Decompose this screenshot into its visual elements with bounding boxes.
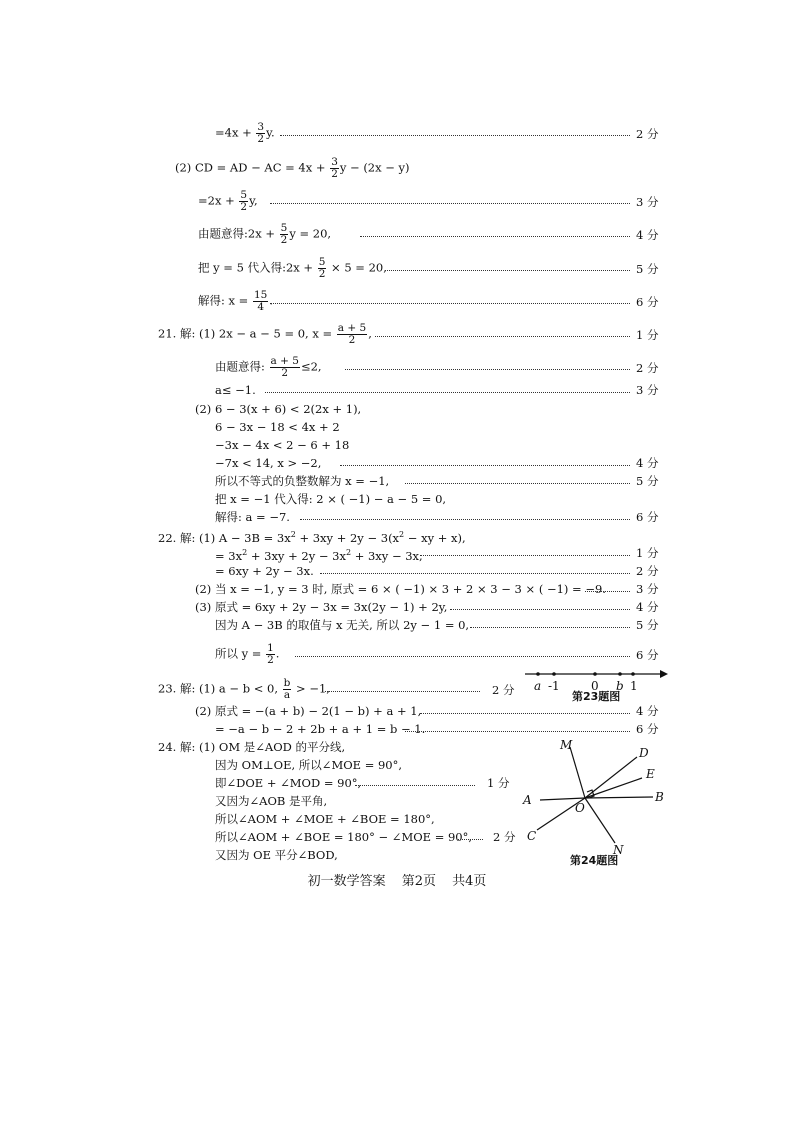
dot-leader bbox=[405, 483, 630, 484]
line-text: = −a − b − 2 + 2b + a + 1 = b − 1. bbox=[215, 722, 426, 736]
solution-line bbox=[198, 290, 273, 313]
solution-line bbox=[215, 564, 314, 578]
line-text: a≤ −1. bbox=[215, 383, 256, 397]
line-text: y = 20, bbox=[289, 226, 332, 241]
label-A: A bbox=[523, 793, 532, 807]
dot-leader bbox=[458, 839, 483, 840]
line-text: + 3xy + 2y − 3(x bbox=[295, 530, 400, 545]
dot-leader bbox=[405, 731, 630, 732]
solution-line bbox=[198, 190, 258, 213]
solution-line bbox=[215, 510, 290, 524]
line-text: > −1, bbox=[292, 681, 330, 696]
line-text: (3) 原式 = 6xy + 2y − 3x = 3x(2y − 1) + 2y, bbox=[195, 600, 448, 614]
tick-b bbox=[618, 672, 622, 676]
fraction-numerator: 3 bbox=[331, 156, 338, 168]
figure-24-angles bbox=[515, 735, 675, 855]
fraction bbox=[266, 643, 275, 666]
line-text: 24. 解: (1) OM 是∠AOD 的平分线, bbox=[158, 740, 346, 754]
score-label: 3 分 bbox=[636, 195, 659, 209]
line-text: − xy + x), bbox=[404, 530, 466, 545]
fraction bbox=[253, 290, 268, 313]
fraction bbox=[318, 257, 327, 280]
solution-line bbox=[215, 830, 472, 844]
line-text: (2) 原式 = −(a + b) − 2(1 − b) + a + 1, bbox=[195, 704, 422, 718]
figure-23-caption: 第23题图 bbox=[572, 690, 621, 703]
label-a: a bbox=[534, 679, 542, 693]
solution-line bbox=[198, 257, 387, 280]
fraction bbox=[270, 356, 300, 379]
label-b: b bbox=[616, 679, 624, 693]
line-text: = 3x bbox=[215, 548, 243, 563]
score-label: 6 分 bbox=[636, 648, 659, 662]
solution-line bbox=[215, 420, 340, 434]
line-text: 6 − 3x − 18 < 4x + 2 bbox=[215, 420, 340, 434]
line-text: =4x + bbox=[215, 125, 256, 140]
score-label: 6 分 bbox=[636, 510, 659, 524]
score-label: 4 分 bbox=[636, 704, 659, 718]
score-label: 1 分 bbox=[636, 546, 659, 560]
line-text: =2x + bbox=[198, 193, 239, 208]
fraction-numerator: a + 5 bbox=[337, 322, 367, 334]
fraction-denominator: 2 bbox=[318, 268, 326, 280]
fraction-numerator: b bbox=[283, 677, 291, 689]
line-text: 所以∠AOM + ∠MOE + ∠BOE = 180°, bbox=[215, 812, 435, 826]
label-zero: 0 bbox=[591, 679, 599, 693]
fraction bbox=[239, 190, 248, 213]
exponent: 2 bbox=[399, 530, 405, 539]
fraction-numerator: 3 bbox=[257, 121, 265, 133]
solution-line bbox=[215, 474, 389, 488]
exponent: 2 bbox=[290, 530, 296, 539]
score-label: 2 分 bbox=[636, 127, 659, 141]
fraction bbox=[337, 323, 367, 346]
line-text: 所以 y = bbox=[215, 646, 266, 661]
solution-line bbox=[215, 492, 446, 506]
fraction-numerator: a + 5 bbox=[270, 355, 299, 367]
solution-line bbox=[215, 383, 256, 397]
label-C: C bbox=[527, 829, 537, 843]
solution-line bbox=[215, 812, 435, 826]
tick-one bbox=[631, 672, 635, 676]
solution-line bbox=[175, 157, 410, 180]
line-text: 22. 解: (1) A − 3B = 3x bbox=[158, 530, 291, 545]
line-text: y − (2x − y) bbox=[339, 160, 410, 175]
line-text: 所以不等式的负整数解为 x = −1, bbox=[215, 474, 390, 488]
label-one: 1 bbox=[630, 679, 638, 693]
line-text: 所以∠AOM + ∠BOE = 180° − ∠MOE = 90°, bbox=[215, 830, 473, 844]
score-label: 3 分 bbox=[636, 383, 659, 397]
footer-page: 第2页 bbox=[401, 874, 436, 889]
line-text: 又因为∠AOB 是平角, bbox=[215, 794, 328, 808]
fraction-numerator: 1 bbox=[267, 642, 274, 654]
score-label: 4 分 bbox=[636, 600, 659, 614]
fraction-denominator: 2 bbox=[257, 133, 265, 145]
fraction-denominator: 4 bbox=[257, 301, 264, 313]
label-M: M bbox=[560, 738, 573, 752]
footer-total: 共4页 bbox=[452, 874, 487, 889]
line-text: ≤2, bbox=[300, 359, 322, 374]
fraction-denominator: a bbox=[283, 689, 291, 701]
score-label: 4 分 bbox=[636, 456, 659, 470]
line-text: (2) CD = AD − AC = 4x + bbox=[175, 160, 330, 175]
solution-line bbox=[215, 456, 321, 470]
score-label: 6 分 bbox=[636, 722, 659, 736]
fraction bbox=[283, 678, 292, 701]
solution-line bbox=[215, 546, 423, 563]
line-text: 解得: x = bbox=[198, 293, 252, 308]
line-text: 由题意得:2x + bbox=[198, 226, 279, 241]
line-text: × 5 = 20, bbox=[327, 260, 387, 275]
solution-line bbox=[158, 678, 330, 701]
score-label: 5 分 bbox=[636, 618, 659, 632]
solution-line bbox=[215, 848, 338, 862]
score-label: 3 分 bbox=[636, 582, 659, 596]
dot-leader bbox=[325, 691, 480, 692]
line-text: (2) 当 x = −1, y = 3 时, 原式 = 6 × ( −1) × 3 + 2 × 3 − 3 × ( −1) = −9. bbox=[195, 582, 606, 596]
dot-leader bbox=[375, 336, 630, 337]
line-text: (2) 6 − 3(x + 6) < 2(2x + 1), bbox=[195, 402, 362, 416]
solution-line bbox=[158, 528, 466, 545]
dot-leader bbox=[360, 236, 630, 237]
solution-line bbox=[215, 438, 349, 452]
tick-zero bbox=[593, 672, 597, 676]
ray-OA bbox=[540, 798, 585, 800]
line-text: −3x − 4x < 2 − 6 + 18 bbox=[215, 438, 350, 452]
score-label: 1 分 bbox=[636, 328, 659, 342]
exponent: 2 bbox=[242, 548, 248, 557]
score-label: 2 分 bbox=[636, 564, 659, 578]
dot-leader bbox=[420, 555, 630, 556]
solution-line bbox=[195, 402, 361, 416]
dot-leader bbox=[270, 303, 630, 304]
ray-OB bbox=[585, 797, 653, 798]
line-text: 又因为 OE 平分∠BOD, bbox=[215, 848, 338, 862]
dot-leader bbox=[270, 203, 630, 204]
line-text: 即∠DOE + ∠MOD = 90°, bbox=[215, 776, 362, 790]
ray-ON bbox=[585, 798, 615, 843]
dot-leader bbox=[450, 609, 630, 610]
line-text: 解得: a = −7. bbox=[215, 510, 290, 524]
ray-OM bbox=[570, 747, 585, 798]
score-label: 5 分 bbox=[636, 474, 659, 488]
line-text: . bbox=[275, 646, 280, 661]
dot-leader bbox=[345, 369, 630, 370]
dot-leader bbox=[340, 465, 630, 466]
fraction bbox=[280, 223, 289, 246]
score-label: 2 分 bbox=[636, 361, 659, 375]
line-text: −7x < 14, x > −2, bbox=[215, 456, 322, 470]
score-label: 4 分 bbox=[636, 228, 659, 242]
line-text: 由题意得: bbox=[215, 359, 269, 374]
page-footer bbox=[0, 870, 794, 889]
fraction-numerator: 15 bbox=[253, 289, 268, 301]
score-label: 6 分 bbox=[636, 295, 659, 309]
fraction-denominator: 2 bbox=[331, 168, 338, 180]
dot-leader bbox=[280, 135, 630, 136]
solution-line bbox=[215, 643, 279, 666]
line-text: 21. 解: (1) 2x − a − 5 = 0, x = bbox=[158, 326, 336, 341]
label-N: N bbox=[613, 843, 624, 855]
dot-leader bbox=[585, 591, 630, 592]
dot-leader bbox=[265, 392, 630, 393]
solution-line bbox=[198, 223, 331, 246]
solution-line bbox=[215, 356, 322, 379]
solution-line bbox=[195, 582, 606, 596]
solution-line bbox=[195, 600, 447, 614]
line-text: 因为 OM⊥OE, 所以∠MOE = 90°, bbox=[215, 758, 403, 772]
label-neg1: -1 bbox=[548, 679, 560, 693]
line-text: 因为 A − 3B 的取值与 x 无关, 所以 2y − 1 = 0, bbox=[215, 618, 470, 632]
solution-line bbox=[158, 740, 345, 754]
tick-neg1 bbox=[552, 672, 556, 676]
solution-line bbox=[215, 776, 361, 790]
dot-leader bbox=[420, 713, 630, 714]
line-text: , bbox=[368, 326, 372, 341]
line-text: + 3xy − 3x, bbox=[351, 548, 423, 563]
line-text: . bbox=[269, 293, 273, 308]
exponent: 2 bbox=[345, 548, 352, 557]
solution-line bbox=[158, 323, 372, 346]
fraction bbox=[330, 157, 339, 180]
number-line-arrow bbox=[660, 670, 668, 678]
line-text: 把 x = −1 代入得: 2 × ( −1) − a − 5 = 0, bbox=[215, 492, 447, 506]
fraction-numerator: 5 bbox=[318, 256, 326, 268]
dot-leader bbox=[295, 656, 630, 657]
dot-leader bbox=[355, 785, 475, 786]
solution-line bbox=[215, 122, 275, 145]
score-label: 1 分 bbox=[487, 776, 510, 790]
solution-line bbox=[215, 794, 327, 808]
footer-subject: 初一数学答案 bbox=[307, 874, 386, 889]
fraction-denominator: 2 bbox=[240, 201, 248, 213]
tick-a bbox=[536, 672, 540, 676]
line-text: = 6xy + 2y − 3x. bbox=[215, 564, 314, 578]
fraction-numerator: 5 bbox=[240, 189, 248, 201]
label-B: B bbox=[655, 790, 664, 804]
label-D: D bbox=[639, 746, 649, 760]
dot-leader bbox=[320, 573, 630, 574]
solution-line bbox=[215, 758, 402, 772]
score-label: 5 分 bbox=[636, 262, 659, 276]
solution-line bbox=[215, 722, 425, 736]
solution-line bbox=[195, 704, 421, 718]
dot-leader bbox=[470, 627, 630, 628]
score-label: 2 分 bbox=[493, 830, 516, 844]
line-text: + 3xy + 2y − 3x bbox=[247, 548, 346, 563]
line-text: y. bbox=[266, 125, 275, 140]
solution-line bbox=[215, 618, 469, 632]
fraction-denominator: 2 bbox=[280, 234, 288, 246]
label-O: O bbox=[575, 801, 585, 815]
fraction-denominator: 2 bbox=[267, 654, 274, 666]
figure-24-caption: 第24题图 bbox=[570, 854, 619, 867]
fraction-numerator: 5 bbox=[280, 222, 288, 234]
label-E: E bbox=[646, 767, 655, 781]
dot-leader bbox=[385, 270, 630, 271]
line-text: 23. 解: (1) a − b < 0, bbox=[158, 681, 282, 696]
line-text: 把 y = 5 代入得:2x + bbox=[198, 260, 317, 275]
fraction-denominator: 2 bbox=[348, 334, 356, 346]
fraction bbox=[256, 122, 265, 145]
fraction-denominator: 2 bbox=[281, 367, 289, 379]
line-text: y, bbox=[249, 193, 258, 208]
dot-leader bbox=[300, 519, 630, 520]
score-label: 2 分 bbox=[492, 683, 515, 697]
